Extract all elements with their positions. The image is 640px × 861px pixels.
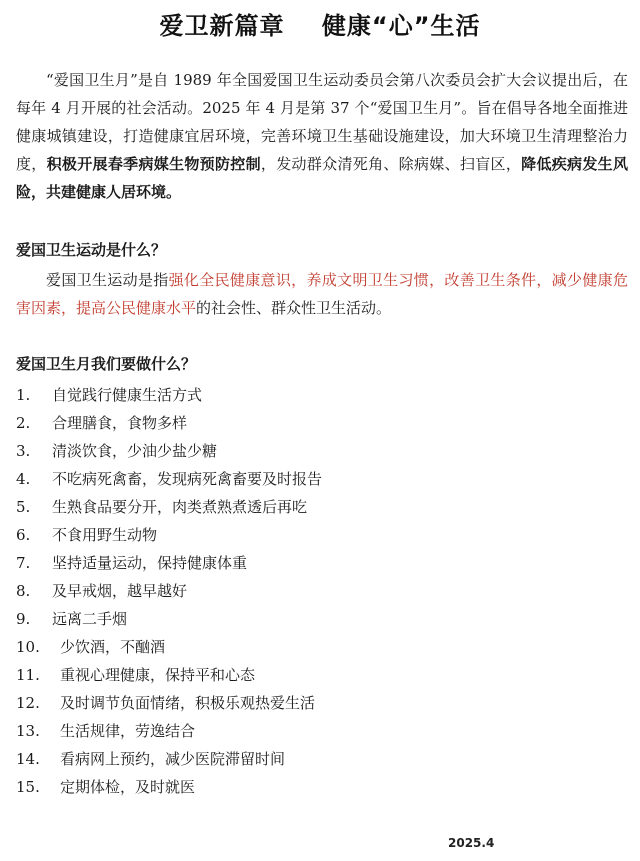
list-item-number: 6. [16,526,31,544]
list-item-number: 13. [16,722,40,740]
list-item-text: 少饮酒，不酗酒 [60,638,166,656]
list-item [16,745,616,773]
list-item-number: 8. [16,582,31,600]
list-item-number: 2. [16,414,31,432]
section1-paragraph [16,266,628,322]
list-item [16,549,616,577]
list-item-number: 3. [16,442,31,460]
intro-text-part4: 降低疾病发生风险，共建健康人居环境。 [16,155,628,201]
action-list [16,381,616,801]
intro-text-part3: ，发动群众清死角、除病媒、扫盲区， [260,155,522,173]
list-item-text: 不吃病死禽畜，发现病死禽畜要及时报告 [52,470,323,488]
list-item-text: 不食用野生动物 [52,526,158,544]
list-item-text: 合理膳食，食物多样 [52,414,188,432]
list-item [16,689,616,717]
document-date: 2025.4 [448,836,495,850]
page-title: 爱卫新篇章 健康“心”生活 [159,12,481,40]
list-item [16,773,616,801]
list-item-text: 看病网上预约，减少医院滞留时间 [60,750,286,768]
list-item-number: 10. [16,638,40,656]
list-item-number: 15. [16,778,40,796]
intro-text-part2: 积极开展春季病媒生物预防控制 [46,155,261,173]
list-item-text: 生熟食品要分开，肉类煮熟煮透后再吃 [52,498,308,516]
list-item [16,409,616,437]
list-item-text: 清淡饮食，少油少盐少糖 [52,442,218,460]
list-item-number: 12. [16,694,40,712]
list-item-text: 定期体检，及时就医 [60,778,196,796]
list-item-text: 生活规律，劳逸结合 [60,722,196,740]
list-item-text: 及早戒烟，越早越好 [52,582,188,600]
section1-tail: 的社会性、群众性卫生活动。 [196,299,392,317]
list-item [16,633,616,661]
section1-lead: 爱国卫生运动是指 [46,271,169,289]
list-item [16,493,616,521]
list-item-text: 重视心理健康，保持平和心态 [60,666,256,684]
section1-heading: 爱国卫生运动是什么？ [16,241,167,259]
list-item-text: 远离二手烟 [52,610,128,628]
intro-paragraph [16,66,628,206]
intro-text-part1: “爱国卫生月”是自 1989 年全国爱国卫生运动委员会第八次委员会扩大会议提出后，在每年 4 月开展的社会活动。2025 年 4 月是第 37 个“爱国卫生月”。旨在倡导各地全面推进健康城镇建设，打造健康宜居环境，完善环境卫生基础设施建设，加大环境卫生清理整治力度， [16,71,628,173]
list-item [16,661,616,689]
list-item-text: 自觉践行健康生活方式 [52,386,203,404]
section1-highlight: 强化全民健康意识，养成文明卫生习惯，改善卫生条件，减少健康危害因素，提高公民健康水平 [16,271,628,317]
list-item [16,437,616,465]
list-item-number: 9. [16,610,31,628]
list-item [16,605,616,633]
list-item-number: 7. [16,554,31,572]
list-item-text: 及时调节负面情绪，积极乐观热爱生活 [60,694,316,712]
list-item-number: 14. [16,750,40,768]
list-item [16,717,616,745]
list-item [16,521,616,549]
section2-heading: 爱国卫生月我们要做什么？ [16,355,197,373]
list-item [16,381,616,409]
list-item [16,577,616,605]
list-item [16,465,616,493]
list-item-number: 1. [16,386,31,404]
list-item-number: 11. [16,666,40,684]
list-item-number: 4. [16,470,31,488]
list-item-number: 5. [16,498,31,516]
list-item-text: 坚持适量运动，保持健康体重 [52,554,248,572]
